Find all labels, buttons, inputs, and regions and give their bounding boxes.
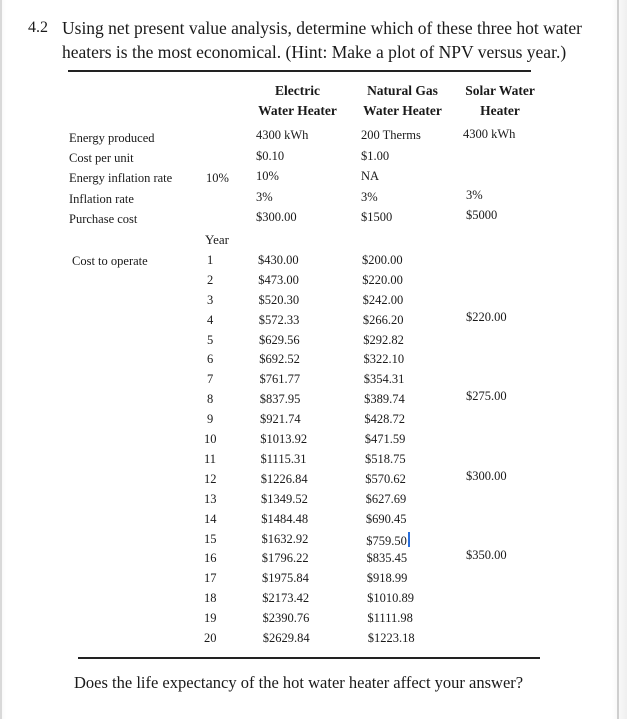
gas-cost-cell: $690.45 — [365, 512, 407, 526]
table-top-rule — [68, 70, 531, 72]
energy-inflation-rate: 10% — [206, 171, 229, 185]
year-cell: 19 — [204, 611, 217, 625]
gas-cost-cell: $835.45 — [366, 551, 408, 565]
gas-cost-cell: $322.10 — [363, 352, 405, 366]
year-cell: 14 — [204, 512, 217, 526]
year-cell: 6 — [207, 352, 214, 366]
year-cell: 7 — [207, 372, 214, 386]
solar-header-line1: Solar Water — [465, 83, 535, 98]
gas-cost-cell: $1010.89 — [367, 591, 414, 605]
electric-cost-cell: $572.33 — [258, 313, 300, 327]
cost-to-operate-label: Cost to operate — [72, 254, 148, 268]
electric-cost-cell: $1975.84 — [262, 571, 309, 585]
year-cell: 13 — [204, 492, 217, 506]
gas-cost-cell: $200.00 — [362, 253, 403, 267]
electric-cost-cell: $2629.84 — [262, 631, 310, 645]
electric-cost-cell: $1484.48 — [261, 512, 309, 526]
year-cell: 4 — [207, 313, 214, 327]
year-cell: 2 — [207, 273, 214, 287]
electric-cost-cell: $1632.92 — [261, 532, 309, 546]
inflation-rate-label: Inflation rate — [69, 192, 134, 206]
gas-cost-cell: $471.59 — [364, 432, 406, 446]
gas-cost-cell: $242.00 — [362, 293, 404, 307]
year-cell: 20 — [204, 631, 217, 645]
year-cell: 12 — [204, 472, 217, 486]
page-edge-left — [0, 0, 2, 719]
cost-per-unit-gas: $1.00 — [361, 149, 390, 163]
energy-produced-solar: 4300 kWh — [463, 127, 516, 141]
electric-header-line1: Electric — [275, 83, 320, 98]
energy-produced-label: Energy produced — [69, 131, 155, 145]
table-bottom-rule — [78, 657, 540, 659]
gas-cost-cell: $389.74 — [364, 392, 405, 406]
electric-cost-cell: $921.74 — [260, 412, 301, 426]
electric-cost-cell: $837.95 — [259, 392, 301, 406]
year-cell: 5 — [207, 333, 214, 347]
gas-cost-cell: $266.20 — [362, 313, 404, 327]
year-cell: 8 — [207, 392, 214, 406]
gas-cost-cell: $220.00 — [362, 273, 403, 287]
energy-inflation-electric: 10% — [256, 169, 279, 183]
electric-cost-cell: $430.00 — [258, 253, 299, 267]
gas-cost-cell: $1111.98 — [367, 611, 413, 625]
purchase-cost-solar: $5000 — [466, 208, 498, 222]
energy-produced-electric: 4300 kWh — [256, 128, 309, 142]
electric-cost-cell: $761.77 — [259, 372, 301, 386]
cost-per-unit-electric: $0.10 — [256, 149, 285, 163]
inflation-rate-gas: 3% — [361, 190, 378, 204]
electric-cost-cell: $1226.84 — [260, 472, 308, 486]
electric-cost-cell: $2173.42 — [262, 591, 310, 605]
electric-cost-cell: $520.30 — [258, 293, 300, 307]
electric-cost-cell: $1796.22 — [261, 551, 309, 565]
energy-produced-gas: 200 Therms — [361, 128, 421, 142]
year-header: Year — [205, 232, 229, 247]
electric-cost-cell: $2390.76 — [262, 611, 310, 625]
year-cell: 16 — [204, 551, 217, 565]
purchase-cost-electric: $300.00 — [256, 210, 297, 224]
gas-cost-cell: $627.69 — [365, 492, 407, 506]
solar-header-line2: Heater — [480, 103, 520, 118]
electric-cost-cell: $473.00 — [258, 273, 299, 287]
year-cell: 15 — [204, 532, 217, 546]
page-edge-right — [617, 0, 619, 719]
electric-cost-cell: $1349.52 — [261, 492, 308, 506]
gas-cost-cell: $918.99 — [366, 571, 408, 585]
gas-cost-cell: $570.62 — [365, 472, 406, 486]
year-cell: 17 — [204, 571, 217, 585]
text-cursor — [408, 532, 410, 547]
electric-cost-cell: $1013.92 — [260, 432, 308, 446]
problem-text: Using net present value analysis, determine which of these three hot water heaters is the most economical. (Hint: Make a plot of NPV versus year.) — [62, 18, 582, 62]
solar-cost-cell: $220.00 — [466, 310, 507, 324]
purchase-cost-gas: $1500 — [361, 210, 393, 224]
gas-cost-cell: $518.75 — [365, 452, 406, 466]
inflation-rate-solar: 3% — [466, 188, 483, 202]
electric-cost-cell: $629.56 — [259, 333, 300, 347]
problem-number: 4.2 — [28, 19, 48, 36]
energy-inflation-gas: NA — [361, 169, 380, 183]
year-cell: 3 — [207, 293, 214, 307]
gas-cost-cell: $1223.18 — [367, 631, 415, 645]
year-cell: 10 — [204, 432, 217, 446]
gas-header-line1: Natural Gas — [367, 83, 438, 98]
inflation-rate-electric: 3% — [256, 190, 273, 204]
gas-cost-cell: $292.82 — [363, 333, 404, 347]
purchase-cost-label: Purchase cost — [69, 212, 138, 226]
solar-cost-cell: $275.00 — [466, 389, 507, 403]
electric-cost-cell: $692.52 — [259, 352, 300, 366]
footer-question: Does the life expectancy of the hot water heater affect your answer? — [74, 673, 524, 692]
year-cell: 11 — [204, 452, 217, 466]
year-cell: 18 — [204, 591, 217, 605]
electric-header-line2: Water Heater — [258, 103, 337, 118]
cost-per-unit-label: Cost per unit — [69, 151, 134, 165]
solar-cost-cell: $350.00 — [466, 548, 507, 562]
solar-cost-cell: $300.00 — [466, 469, 507, 483]
year-cell: 9 — [207, 412, 214, 426]
gas-cost-cell: $428.72 — [364, 412, 406, 426]
energy-inflation-label: Energy inflation rate — [69, 171, 173, 185]
gas-header-line2: Water Heater — [363, 103, 442, 118]
gas-cost-cell: $354.31 — [363, 372, 405, 386]
gas-cost-cell: $759.50 — [366, 532, 410, 549]
electric-cost-cell: $1115.31 — [260, 452, 307, 466]
year-cell: 1 — [207, 253, 214, 267]
